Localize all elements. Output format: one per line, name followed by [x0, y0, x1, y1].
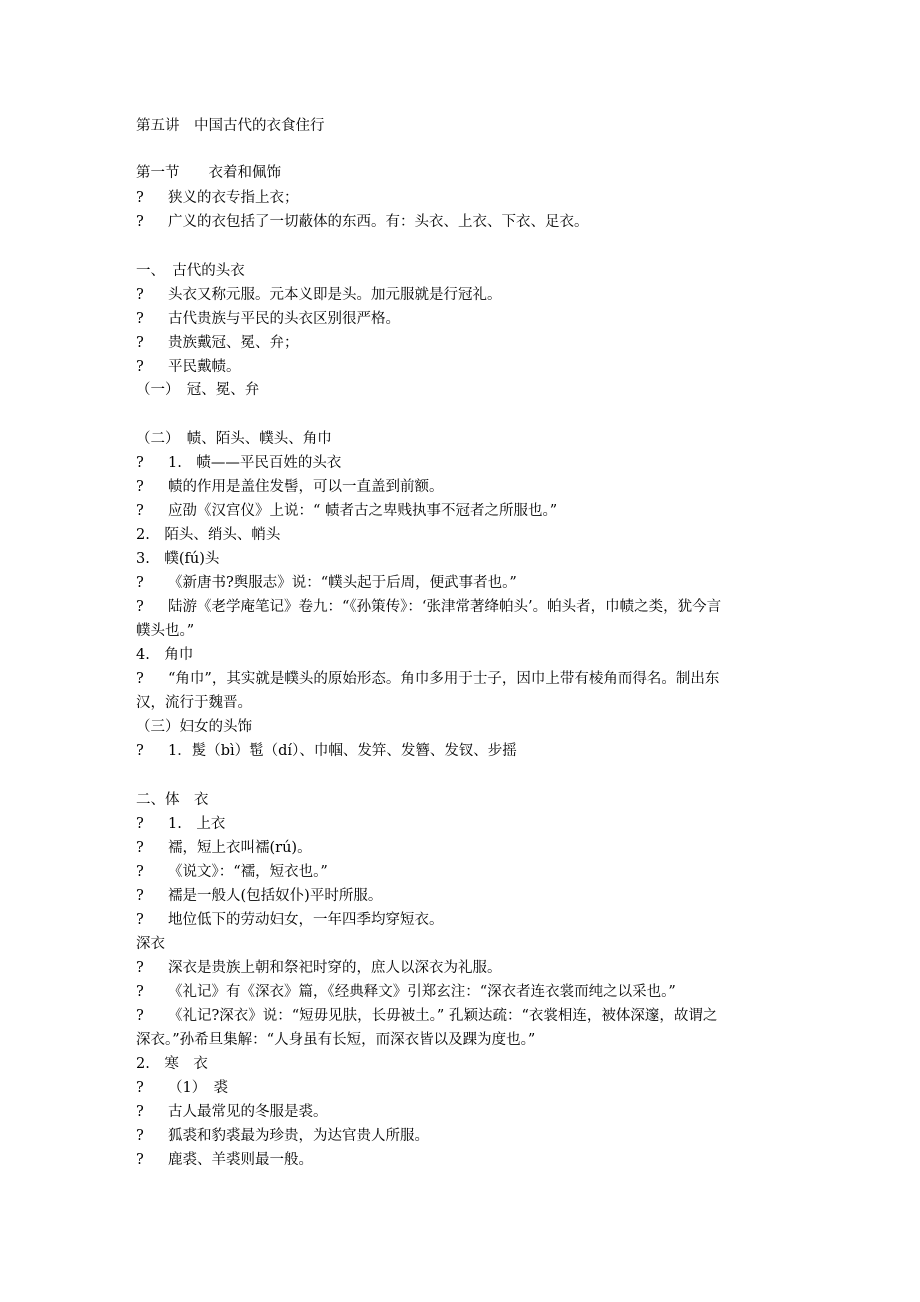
lecture-title: 第五讲 中国古代的衣食住行 [136, 118, 325, 134]
bullet-marker: ? [136, 1128, 144, 1144]
bullet-text: 古人最常见的冬服是裘。 [168, 1104, 328, 1120]
bullet-text: 帻的作用是盖住发髻，可以一直盖到前额。 [168, 479, 444, 495]
numbered-item: 2. 陌头、绡头、帩头 [136, 527, 281, 543]
bullet-marker: ? [136, 599, 144, 615]
bullet-text: 《新唐书?舆服志》说：“幞头起于后周，便武事者也。” [168, 575, 517, 591]
subheading: 深衣 [136, 936, 165, 952]
bullet-marker: ? [136, 575, 144, 591]
subheading: （一） 冠、冕、弁 [136, 382, 260, 398]
bullet-marker: ? [136, 287, 144, 303]
bullet-marker: ? [136, 912, 144, 928]
bullet-text: 襦，短上衣叫襦(rú)。 [168, 840, 312, 856]
subheading: （三）妇女的头饰 [136, 719, 252, 735]
bullet-marker: ? [136, 816, 144, 832]
bullet-marker: ? [136, 743, 144, 759]
bullet-text: 襦是一般人(包括奴仆)平时所服。 [168, 888, 383, 904]
bullet-text-continued: 幞头也。” [136, 623, 195, 639]
bullet-text: 《说文》：“襦，短衣也。” [168, 864, 328, 880]
heading-1: 一、 古代的头衣 [136, 263, 245, 279]
bullet-marker: ? [136, 960, 144, 976]
bullet-text: 应劭《汉宫仪》上说：“ 帻者古之卑贱执事不冠者之所服也。” [168, 503, 558, 519]
bullet-text: 《礼记?深衣》说：“短毋见肤，长毋被土。” 孔颖达疏：“衣裳相连，被体深邃，故谓之 [168, 1008, 718, 1024]
bullet-marker: ? [136, 1008, 144, 1024]
bullet-text: 鹿裘、羊裘则最一般。 [168, 1152, 313, 1168]
bullet-text: 平民戴帻。 [168, 359, 241, 375]
bullet-marker: ? [136, 359, 144, 375]
bullet-marker: ? [136, 1104, 144, 1120]
numbered-item: 3. 幞(fú)头 [136, 551, 220, 567]
bullet-text-continued: 汉，流行于魏晋。 [136, 695, 252, 711]
bullet-text: 狐裘和豹裘最为珍贵，为达官贵人所服。 [168, 1128, 429, 1144]
bullet-marker: ? [136, 335, 144, 351]
numbered-item: 4. 角巾 [136, 647, 194, 663]
bullet-text: 广义的衣包括了一切蔽体的东西。有：头衣、上衣、下衣、足衣。 [168, 214, 589, 230]
bullet-marker: ? [136, 1080, 144, 1096]
bullet-text: 古代贵族与平民的头衣区别很严格。 [168, 311, 400, 327]
subheading: （二） 帻、陌头、幞头、角巾 [136, 431, 332, 447]
bullet-marker: ? [136, 864, 144, 880]
bullet-text: 《礼记》有《深衣》篇，《经典释文》引郑玄注：“深衣者连衣裳而纯之以采也。” [168, 984, 676, 1000]
bullet-text: 贵族戴冠、冕、弁； [168, 335, 299, 351]
bullet-text: 头衣又称元服。元本义即是头。加元服就是行冠礼。 [168, 287, 502, 303]
bullet-marker: ? [136, 190, 144, 206]
bullet-text: 1．髲（bì）髢（dí）、巾帼、发笄、发簪、发钗、步摇 [168, 743, 517, 759]
bullet-marker: ? [136, 984, 144, 1000]
bullet-marker: ? [136, 671, 144, 687]
bullet-marker: ? [136, 1152, 144, 1168]
bullet-marker: ? [136, 479, 144, 495]
bullet-text: 1. 上衣 [168, 816, 226, 832]
bullet-text: 陆游《老学庵笔记》卷九：“《孙策传》：‘张津常著绛帕头’。帕头者，巾帻之类，犹今言 [168, 599, 722, 615]
heading-2: 二、体 衣 [136, 792, 209, 808]
bullet-text: 狭义的衣专指上衣； [168, 190, 299, 206]
bullet-marker: ? [136, 888, 144, 904]
bullet-marker: ? [136, 840, 144, 856]
bullet-marker: ? [136, 503, 144, 519]
bullet-marker: ? [136, 214, 144, 230]
section-heading: 第一节 衣着和佩饰 [136, 165, 281, 181]
bullet-text: （1） 裘 [168, 1080, 228, 1096]
bullet-text: “角巾”，其实就是幞头的原始形态。角巾多用于士子，因巾上带有棱角而得名。制出东 [168, 671, 720, 687]
numbered-item: 2. 寒 衣 [136, 1056, 208, 1072]
bullet-text: 1. 帻——平民百姓的头衣 [168, 455, 342, 471]
bullet-marker: ? [136, 455, 144, 471]
bullet-text: 深衣是贵族上朝和祭祀时穿的，庶人以深衣为礼服。 [168, 960, 502, 976]
bullet-text-continued: 深衣。”孙希旦集解：“人身虽有长短，而深衣皆以及踝为度也。” [136, 1032, 536, 1048]
bullet-text: 地位低下的劳动妇女，一年四季均穿短衣。 [168, 912, 444, 928]
bullet-marker: ? [136, 311, 144, 327]
